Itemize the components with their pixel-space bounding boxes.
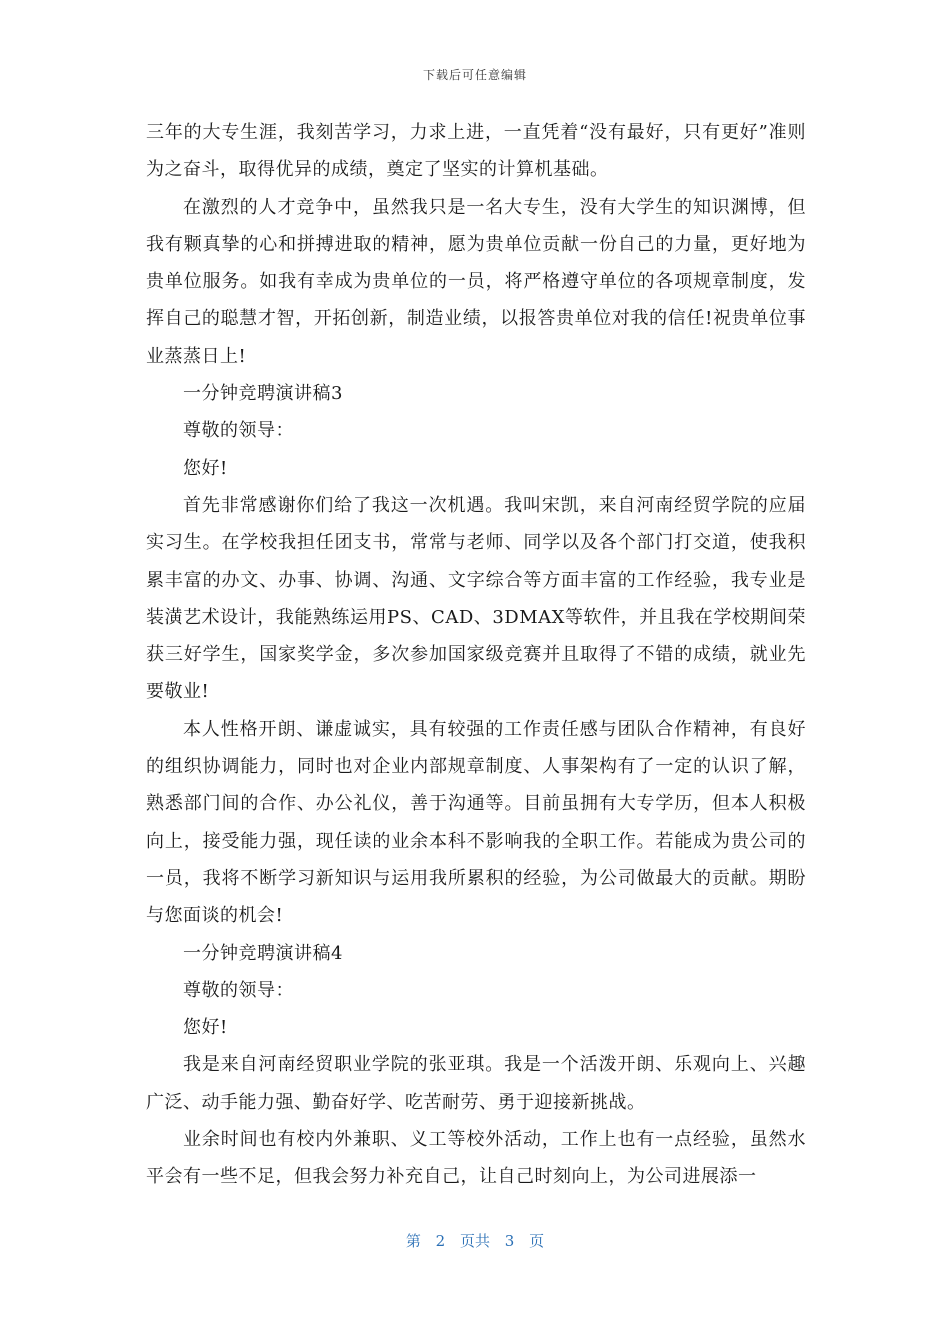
section-heading: 一分钟竞聘演讲稿4 bbox=[183, 942, 343, 964]
current-page-number: 2 bbox=[435, 1232, 446, 1250]
paragraph: 我是来自河南经贸职业学院的张亚琪。我是一个活泼开朗、乐观向上、兴趣广泛、动手能力强、勤奋好学、吃苦耐劳、勇于迎接新挑战。 bbox=[146, 1054, 806, 1113]
total-pages-number: 3 bbox=[504, 1232, 515, 1250]
page-header-note: 下载后可任意编辑 bbox=[422, 68, 527, 82]
greeting: 您好! bbox=[183, 457, 228, 479]
salutation: 尊敬的领导： bbox=[183, 420, 294, 442]
greeting: 您好! bbox=[183, 1017, 228, 1039]
document-body bbox=[146, 114, 806, 1196]
section-heading: 一分钟竞聘演讲稿3 bbox=[183, 383, 343, 405]
paragraph: 本人性格开朗、谦虚诚实，具有较强的工作责任感与团队合作精神，有良好的组织协调能力，同时也对企业内部规章制度、人事架构有了一定的认识了解，熟悉部门间的合作、办公礼仪，善于沟通等。目前虽拥有大专学历，但本人积极向上，接受能力强，现任读的业余本科不影响我的全职工作。若能成为贵公司的一员，我将不断学习新知识与运用我所累积的经验，为公司做最大的贡献。期盼与您面谈的机会! bbox=[146, 718, 806, 927]
paragraph: 业余时间也有校内外兼职、义工等校外活动，工作上也有一点经验，虽然水平会有一些不足，但我会努力补充自己，让自己时刻向上，为公司进展添一 bbox=[146, 1129, 806, 1188]
salutation: 尊敬的领导： bbox=[183, 979, 294, 1001]
page-label-prefix: 第 bbox=[405, 1232, 421, 1250]
paragraph: 三年的大专生涯，我刻苦学习，力求上进，一直凭着“没有最好，只有更好”准则为之奋斗，取得优异的成绩，奠定了坚实的计算机基础。 bbox=[146, 122, 806, 181]
page-label-suffix: 页 bbox=[529, 1232, 545, 1250]
page-label-mid: 页共 bbox=[459, 1232, 490, 1250]
page-footer bbox=[0, 1230, 950, 1251]
paragraph: 首先非常感谢你们给了我这一次机遇。我叫宋凯，来自河南经贸学院的应届实习生。在学校我担任团支书，常常与老师、同学以及各个部门打交道，使我积累丰富的办文、办事、协调、沟通、文字综合等方面丰富的工作经验，我专业是装潢艺术设计，我能熟练运用PS、CAD、3DMAX等软件，并且我在学校期间荣获三好学生，国家奖学金，多次参加国家级竞赛并且取得了不错的成绩，就业先要敬业! bbox=[146, 494, 806, 703]
paragraph: 在激烈的人才竞争中，虽然我只是一名大专生，没有大学生的知识渊博，但我有颗真挚的心和拼搏进取的精神，愿为贵单位贡献一份自己的力量，更好地为贵单位服务。如我有幸成为贵单位的一员，将严格遵守单位的各项规章制度，发挥自己的聪慧才智，开拓创新，制造业绩，以报答贵单位对我的信任!祝贵单位事业蒸蒸日上! bbox=[146, 196, 806, 367]
